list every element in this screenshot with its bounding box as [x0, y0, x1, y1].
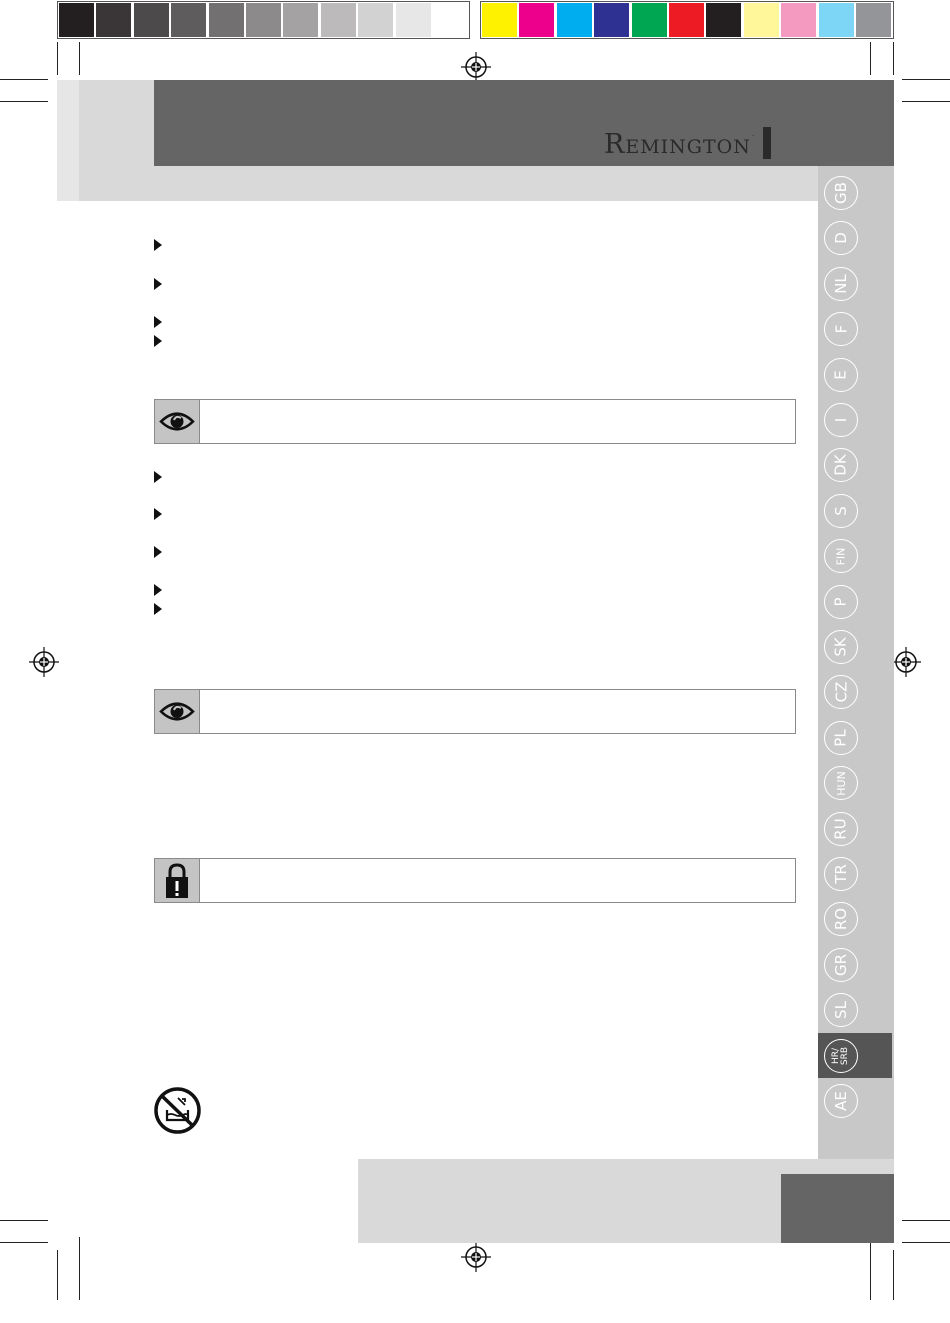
- language-tab-gb[interactable]: [824, 176, 858, 210]
- bullet-marker: [154, 239, 162, 251]
- language-tab-fin[interactable]: [824, 539, 858, 573]
- grayscale-swatch: [96, 3, 131, 37]
- language-tab-hr-srb[interactable]: [824, 1039, 858, 1073]
- process-color-swatch: [557, 3, 592, 37]
- language-tab-label: P: [831, 597, 850, 607]
- process-color-swatch: [482, 3, 517, 37]
- language-tab-ae[interactable]: [824, 1084, 858, 1118]
- process-color-swatch: [856, 3, 891, 37]
- grayscale-swatch: [246, 3, 281, 37]
- bullet-marker: [154, 584, 162, 596]
- language-tab-sl[interactable]: [824, 993, 858, 1027]
- header-bar: [154, 80, 894, 166]
- note-icon-cell: [155, 859, 200, 902]
- left-margin-strip: [57, 80, 79, 201]
- language-tab-e[interactable]: [824, 358, 858, 392]
- language-tab-label: D: [832, 232, 850, 245]
- language-tab-p[interactable]: [824, 585, 858, 619]
- language-tab-label: I: [832, 417, 850, 423]
- language-tab-label: GR: [831, 953, 850, 976]
- bullet-marker: [154, 546, 162, 558]
- grayscale-swatch: [209, 3, 244, 37]
- process-color-swatch: [632, 3, 667, 37]
- language-tab-label: SK: [831, 637, 850, 657]
- language-tab-tr[interactable]: [824, 857, 858, 891]
- language-tab-label: GB: [831, 182, 850, 204]
- language-tab-label: S: [832, 506, 850, 516]
- process-color-swatch: [519, 3, 554, 37]
- bullet-marker: [154, 278, 162, 290]
- language-tab-gr[interactable]: [824, 948, 858, 982]
- language-tab-label: RU: [832, 817, 850, 840]
- note-icon-cell: [155, 690, 200, 733]
- bullet-marker: [154, 316, 162, 328]
- language-tab-ru[interactable]: [824, 812, 858, 846]
- language-tab-label: RO: [831, 908, 850, 931]
- language-tab-label: CZ: [832, 682, 850, 703]
- language-tab-label: DK: [831, 454, 850, 477]
- grayscale-swatch: [59, 3, 94, 37]
- bullet-marker: [154, 335, 162, 347]
- brand-bar-icon: [763, 127, 771, 159]
- bullet-marker: [154, 508, 162, 520]
- registration-mark-top: [461, 52, 491, 82]
- language-tab-s[interactable]: [824, 494, 858, 528]
- warning-box: [154, 858, 796, 903]
- brand-name: Remington: [604, 129, 751, 160]
- language-tab-hun[interactable]: [824, 766, 858, 800]
- grayscale-swatch: [433, 3, 468, 37]
- registration-mark-bottom: [461, 1242, 491, 1272]
- brand-logo: Remington .: [604, 125, 771, 159]
- padlock-warning-icon: [155, 859, 199, 902]
- language-tab-label: HUN: [834, 770, 848, 796]
- language-tab-label: TR: [832, 864, 850, 884]
- note-icon-cell: [155, 400, 200, 443]
- registration-mark-right: [891, 647, 921, 677]
- process-color-swatch: [744, 3, 779, 37]
- eye-icon: [155, 690, 199, 733]
- note-box-1: [154, 399, 796, 444]
- grayscale-swatch: [171, 3, 206, 37]
- grayscale-swatch: [396, 3, 431, 37]
- language-tab-label: SL: [831, 1001, 850, 1020]
- language-tab-f[interactable]: [824, 312, 858, 346]
- process-color-swatch: [594, 3, 629, 37]
- language-tab-label: HR/ SRB: [830, 1046, 850, 1065]
- bullet-marker: [154, 471, 162, 483]
- language-tab-sk[interactable]: [824, 630, 858, 664]
- language-tab-label: FIN: [834, 547, 848, 566]
- grayscale-swatch: [321, 3, 356, 37]
- language-tab-label: NL: [831, 274, 850, 294]
- color-calibration-bar: [0, 0, 950, 42]
- grayscale-swatch: [134, 3, 169, 37]
- eye-icon: [155, 400, 199, 443]
- language-tab-label: E: [831, 369, 850, 380]
- language-tab-i[interactable]: [824, 403, 858, 437]
- registration-mark-left: [29, 647, 59, 677]
- language-tab-nl[interactable]: [824, 267, 858, 301]
- process-color-swatch: [819, 3, 854, 37]
- process-color-swatch: [706, 3, 741, 37]
- language-tab-label: F: [831, 324, 850, 334]
- note-box-2: [154, 689, 796, 734]
- language-tab-label: PL: [832, 729, 850, 747]
- grayscale-swatch: [283, 3, 318, 37]
- language-tab-pl[interactable]: [824, 721, 858, 755]
- process-color-swatch: [669, 3, 704, 37]
- language-tab-label: AE: [832, 1091, 850, 1111]
- bullet-marker: [154, 603, 162, 615]
- no-water-immersion-icon: [152, 1086, 203, 1135]
- page-number-block: [781, 1174, 894, 1243]
- process-color-swatch: [781, 3, 816, 37]
- grayscale-swatch: [358, 3, 393, 37]
